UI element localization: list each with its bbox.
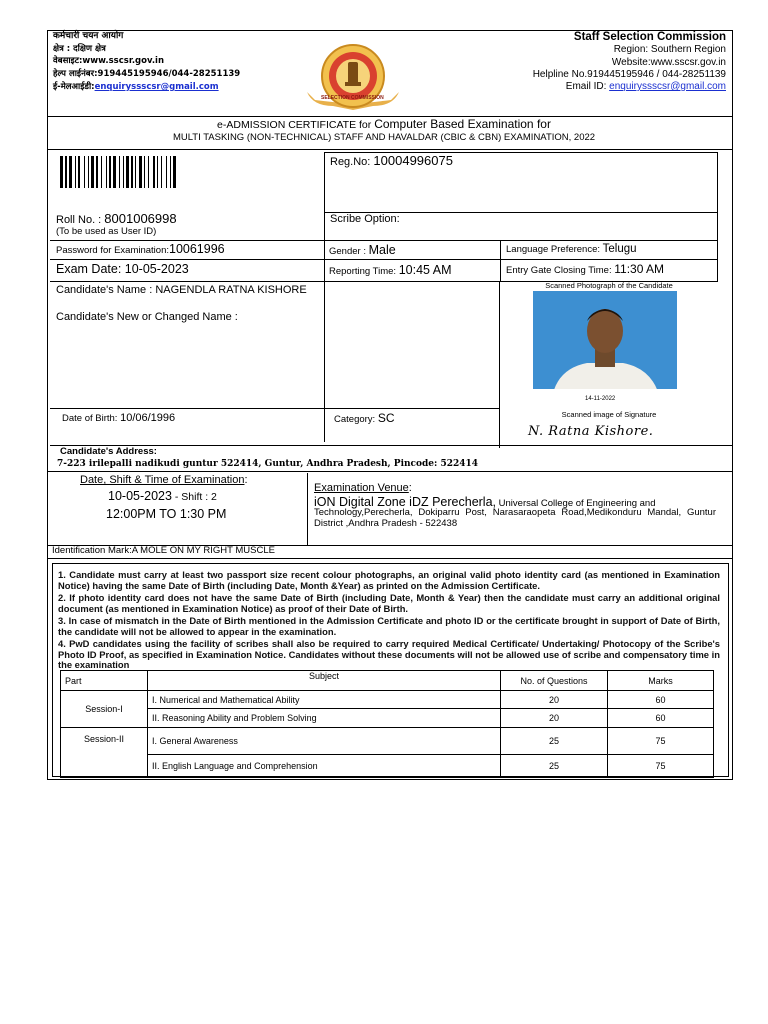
schedule-date-shift: 10-05-2023 - Shift : 2 bbox=[108, 489, 217, 503]
instruction-1: 1. Candidate must carry at least two passport size recent colour photographs, an original valid photo identity card (as mentioned in Examination Notice) having the same Date of Birth (including Date, Month &Year) as printed on the Admission Certificate. bbox=[58, 569, 720, 591]
header-marks: Marks bbox=[608, 671, 714, 691]
helpline-hindi: हेल्प लाईनंबर:919445195946/044-28251139 bbox=[53, 69, 241, 79]
instruction-2: 2. If photo identity card does not have the same Date of Birth (including Date, Month & Year) then the candidate must carry an additional original document (as mentioned in Examination Notice) as proof of their Date of Birth. bbox=[58, 592, 720, 614]
instruction-3: 3. In case of mismatch in the Date of Birth mentioned in the Admission Certificate and photo ID or the certificate brought in support of Date of Birth, the candidate will not be allowed to appear in the examination. bbox=[58, 615, 720, 637]
venue-name: iON Digital Zone iDZ Perecherla, Universal College of Engineering and bbox=[314, 495, 656, 509]
gate-closing-time: Entry Gate Closing Time: 11:30 AM bbox=[506, 262, 665, 276]
website-hindi: वेबसाइट:www.sscsr.gov.in bbox=[53, 56, 165, 66]
header-subject: Subject bbox=[148, 671, 501, 691]
table-row: II. Reasoning Ability and Problem Solving 20 60 bbox=[61, 709, 714, 728]
password: Password for Examination:10061996 bbox=[56, 242, 225, 256]
language-preference: Language Preference: Telugu bbox=[506, 243, 637, 255]
reporting-time: Reporting Time: 10:45 AM bbox=[329, 263, 452, 277]
email-link[interactable]: enquiryssscsr@gmail.com bbox=[609, 81, 726, 92]
table-row: Session-I I. Numerical and Mathematical Ability 20 60 bbox=[61, 691, 714, 709]
region-hindi: क्षेत्र : दक्षिण क्षेत्र bbox=[53, 44, 106, 54]
org-name-hindi: कर्मचारी चयन आयोग bbox=[53, 31, 124, 41]
title-line2: MULTI TASKING (NON-TECHNICAL) STAFF AND HAVALDAR (CBIC & CBN) EXAMINATION, 2022 bbox=[172, 132, 596, 143]
table-row: II. English Language and Comprehension 25 75 bbox=[61, 755, 714, 778]
roll-note: (To be used as User ID) bbox=[56, 226, 157, 237]
gender: Gender : Male bbox=[329, 243, 396, 257]
identification-mark: Identification Mark:A MOLE ON MY RIGHT MUSCLE bbox=[52, 545, 275, 556]
venue-label: Examination Venue: bbox=[314, 482, 412, 494]
scribe-option: Scribe Option: bbox=[330, 213, 400, 225]
signature-caption: Scanned image of Signature bbox=[561, 410, 657, 419]
email-hindi bbox=[53, 83, 219, 93]
header-part: Part bbox=[61, 671, 148, 691]
subjects-table bbox=[60, 670, 714, 778]
photo-caption: Scanned Photograph of the Candidate bbox=[545, 281, 673, 290]
candidate-photo bbox=[533, 291, 677, 403]
email-label: Email ID: bbox=[565, 81, 610, 92]
org-name: Staff Selection Commission bbox=[573, 31, 726, 43]
schedule-label: Date, Shift & Time of Examination: bbox=[80, 474, 248, 486]
instruction-4: 4. PwD candidates using the facility of scribes shall also be required to carry required Medical Certificate/ Undertaking/ Photocopy of the Scribe's Photo ID Proof, as specified in Examination Notice. Candidates without these documents will not be allowed use of scribe and compensatory time in the examination bbox=[58, 638, 720, 671]
helpline: Helpline No.919445195946 / 044-28251139 bbox=[532, 69, 726, 80]
email-label-hindi: ई-मेलआईडी: bbox=[53, 82, 95, 92]
photo-date: 14-11-2022 bbox=[585, 396, 616, 402]
schedule-time: 12:00PM TO 1:30 PM bbox=[106, 507, 227, 521]
emblem-seal-icon bbox=[303, 40, 403, 114]
email-link-hindi[interactable]: enquiryssscsr@gmail.com bbox=[94, 82, 219, 92]
barcode-icon bbox=[60, 156, 238, 188]
address-label: Candidate's Address: bbox=[60, 446, 157, 457]
date-of-birth: Date of Birth: 10/06/1996 bbox=[62, 412, 176, 424]
table-header-row bbox=[61, 671, 714, 691]
reg-no: Reg.No: 10004996075 bbox=[330, 153, 453, 168]
venue-address: Technology,Perecherla, Dokiparru Post, Narasaraopeta Road,Medikonduru Mandal, Guntur District ,Andhra Pradesh - 522438 bbox=[314, 507, 716, 529]
logo-text: SELECTION COMMISSION bbox=[321, 95, 384, 101]
header-questions: No. of Questions bbox=[501, 671, 608, 691]
website: Website:www.sscsr.gov.in bbox=[611, 57, 726, 68]
region: Region: Southern Region bbox=[613, 44, 726, 55]
table-row: Session-II I. General Awareness 25 75 bbox=[61, 728, 714, 755]
address: 7-223 irilepalli nadikudi guntur 522414, Guntur, Andhra Pradesh, Pincode: 522414 bbox=[57, 459, 479, 469]
signature: N. Ratna Kishore. bbox=[528, 424, 654, 439]
category: Category: SC bbox=[334, 411, 395, 425]
roll-no: Roll No. : 8001006998 bbox=[56, 211, 177, 226]
candidate-name: Candidate's Name : NAGENDLA RATNA KISHORE bbox=[56, 284, 307, 296]
title-line1: e-ADMISSION CERTIFICATE for Computer Based Examination for bbox=[217, 117, 551, 131]
email bbox=[566, 81, 726, 93]
exam-date: Exam Date: 10-05-2023 bbox=[56, 262, 189, 276]
new-name-label: Candidate's New or Changed Name : bbox=[56, 311, 238, 323]
